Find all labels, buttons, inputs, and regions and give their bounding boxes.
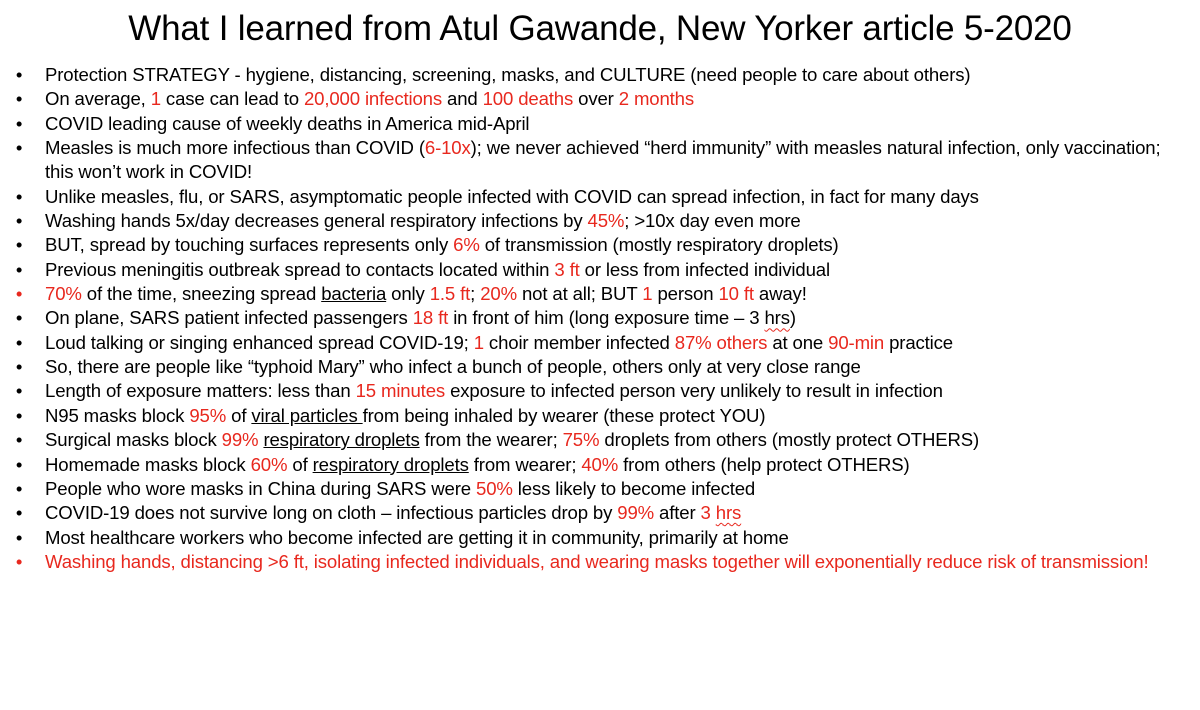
bullet-text: of the time, sneezing spread — [81, 283, 322, 305]
bullet-item — [0, 233, 1195, 257]
bullet-text: from others (help protect OTHERS) — [618, 453, 910, 475]
bullet-icon: • — [15, 453, 23, 475]
bullet-text: On plane, SARS patient infected passengers — [45, 307, 413, 329]
bullet-icon: • — [15, 185, 23, 207]
bullet-text: On average, — [45, 88, 151, 110]
bullet-text: only — [386, 283, 430, 305]
slide-title: What I learned from Atul Gawande, New Yorker article 5-2020 — [128, 9, 1072, 48]
bullet-item — [0, 355, 1195, 379]
bullet-icon: • — [15, 356, 23, 378]
bullet-text: ); we never achieved “herd immunity” with measles natural infection, only vaccination; this won’t work in COVID! — [45, 137, 1161, 183]
bullet-icon: • — [15, 307, 23, 329]
bullet-item — [0, 379, 1195, 403]
highlight-text: 10 ft — [718, 283, 754, 305]
highlight-text: 18 ft — [412, 307, 449, 329]
bullet-text: ; — [470, 283, 481, 305]
bullet-text: away! — [753, 283, 807, 305]
bullet-text: of — [287, 453, 313, 475]
bullet-text: less likely to become infected — [512, 477, 756, 499]
bullet-item — [0, 87, 1195, 111]
highlight-text: 20% — [480, 283, 517, 305]
highlight-text: 100 deaths — [482, 88, 574, 110]
bullet-item — [0, 331, 1195, 355]
bullet-item — [0, 63, 1195, 87]
highlight-text: 6% — [453, 234, 480, 256]
bullet-text: droplets from others (mostly protect OTHERS) — [599, 429, 980, 451]
bullet-text: in front of him (long exposure time – 3 — [448, 307, 765, 329]
bullet-text: over — [573, 88, 619, 110]
underlined-text: bacteria — [321, 283, 387, 305]
underlined-text: respiratory droplets — [312, 453, 469, 475]
highlight-text: 99% — [221, 429, 259, 451]
bullet-text: after — [654, 502, 701, 524]
underlined-text: respiratory droplets — [263, 429, 420, 451]
bullet-icon: • — [15, 526, 23, 548]
bullet-icon: • — [15, 477, 23, 499]
highlight-text: 40% — [581, 453, 619, 475]
bullet-icon: • — [15, 64, 23, 85]
bullet-list — [0, 63, 1195, 574]
bullet-icon: • — [15, 137, 23, 159]
bullet-text: Length of exposure matters: less than — [45, 380, 356, 402]
bullet-item — [0, 477, 1195, 501]
bullet-text: Protection STRATEGY - hygiene, distancing, screening, masks, and CULTURE (need people to care about others) — [45, 64, 971, 85]
highlight-text: 70% — [45, 283, 82, 305]
highlight-text: 1 — [642, 283, 653, 305]
bullet-text: Measles is much more infectious than COVID ( — [45, 137, 425, 159]
bullet-item — [0, 526, 1195, 550]
highlight-text: Washing hands, distancing >6 ft, isolating infected individuals, and wearing masks together will exponentially reduce risk of transmission! — [45, 550, 1149, 572]
highlight-text: 60% — [250, 453, 288, 475]
bullet-text: at one — [767, 331, 829, 353]
highlight-text: 3 — [700, 502, 716, 524]
bullet-text: Previous meningitis outbreak spread to contacts located within — [45, 258, 555, 280]
spellcheck-text: hrs — [715, 502, 742, 524]
bullet-text: of — [226, 404, 252, 426]
bullet-text: from wearer; — [468, 453, 582, 475]
bullet-item — [0, 185, 1195, 209]
bullet-icon: • — [15, 258, 23, 280]
bullet-item — [0, 258, 1195, 282]
bullet-text: Surgical masks block — [45, 429, 222, 451]
bullet-text: N95 masks block — [45, 404, 190, 426]
bullet-text: exposure to infected person very unlikely to result in infection — [445, 380, 943, 402]
highlight-text: 2 months — [618, 88, 695, 110]
bullet-item — [0, 282, 1195, 306]
bullet-text: ; >10x day even more — [624, 210, 801, 232]
highlight-text: 15 minutes — [355, 380, 446, 402]
bullet-icon: • — [15, 88, 23, 110]
bullet-icon: • — [15, 331, 23, 353]
bullet-text: case can lead to — [160, 88, 304, 110]
bullet-text: or less from infected individual — [579, 258, 830, 280]
highlight-text: 20,000 infections — [303, 88, 442, 110]
bullet-icon: • — [15, 502, 23, 524]
highlight-text: 50% — [476, 477, 513, 499]
bullet-item — [0, 550, 1195, 574]
bullet-item — [0, 136, 1195, 185]
highlight-text: 1 — [473, 331, 484, 353]
bullet-text: Homemade masks block — [45, 453, 251, 475]
bullet-text: not at all; BUT — [516, 283, 643, 305]
highlight-text: 95% — [189, 404, 227, 426]
bullet-item — [0, 306, 1195, 330]
bullet-item — [0, 112, 1195, 136]
highlight-text: 90-min — [828, 331, 885, 353]
bullet-text: BUT, spread by touching surfaces represents only — [45, 234, 454, 256]
bullet-text: Most healthcare workers who become infected are getting it in community, primarily at home — [45, 526, 789, 548]
bullet-item — [0, 453, 1195, 477]
bullet-text: from the wearer; — [419, 429, 563, 451]
bullet-text: Washing hands 5x/day decreases general respiratory infections by — [45, 210, 588, 232]
bullet-text: of transmission (mostly respiratory droplets) — [479, 234, 839, 256]
bullet-item — [0, 404, 1195, 428]
bullet-text: person — [652, 283, 719, 305]
bullet-icon: • — [15, 380, 23, 402]
highlight-text: 99% — [617, 502, 655, 524]
bullet-icon: • — [15, 112, 23, 134]
bullet-text: COVID leading cause of weekly deaths in America mid-April — [45, 112, 530, 134]
bullet-text: ) — [789, 307, 796, 329]
bullet-text: and — [442, 88, 483, 110]
bullet-text: So, there are people like “typhoid Mary” who infect a bunch of people, others only at very close range — [45, 356, 861, 378]
bullet-item — [0, 209, 1195, 233]
bullet-text: practice — [884, 331, 953, 353]
underlined-text: viral particles — [251, 404, 363, 426]
highlight-text: 6-10x — [424, 137, 471, 159]
bullet-text: Loud talking or singing enhanced spread COVID-19; — [45, 331, 474, 353]
bullet-item — [0, 501, 1195, 525]
bullet-text: from being inhaled by wearer (these protect YOU) — [362, 404, 766, 426]
bullet-icon: • — [15, 283, 23, 305]
highlight-text: 45% — [587, 210, 625, 232]
bullet-icon: • — [15, 210, 23, 232]
bullet-text: choir member infected — [483, 331, 675, 353]
highlight-text: 3 ft — [554, 258, 580, 280]
bullet-icon: • — [15, 429, 23, 451]
bullet-text: COVID-19 does not survive long on cloth – infectious particles drop by — [45, 502, 618, 524]
highlight-text: 75% — [562, 429, 600, 451]
bullet-icon: • — [15, 234, 23, 256]
bullet-icon: • — [15, 550, 23, 572]
spellcheck-text: hrs — [764, 307, 790, 329]
highlight-text: 1 — [150, 88, 161, 110]
bullet-icon: • — [15, 404, 23, 426]
bullet-text: Unlike measles, flu, or SARS, asymptomatic people infected with COVID can spread infection, in fact for many days — [45, 185, 979, 207]
highlight-text: 1.5 ft — [429, 283, 471, 305]
bullet-item — [0, 428, 1195, 452]
highlight-text: 87% others — [674, 331, 768, 353]
bullet-text: People who wore masks in China during SARS were — [45, 477, 476, 499]
